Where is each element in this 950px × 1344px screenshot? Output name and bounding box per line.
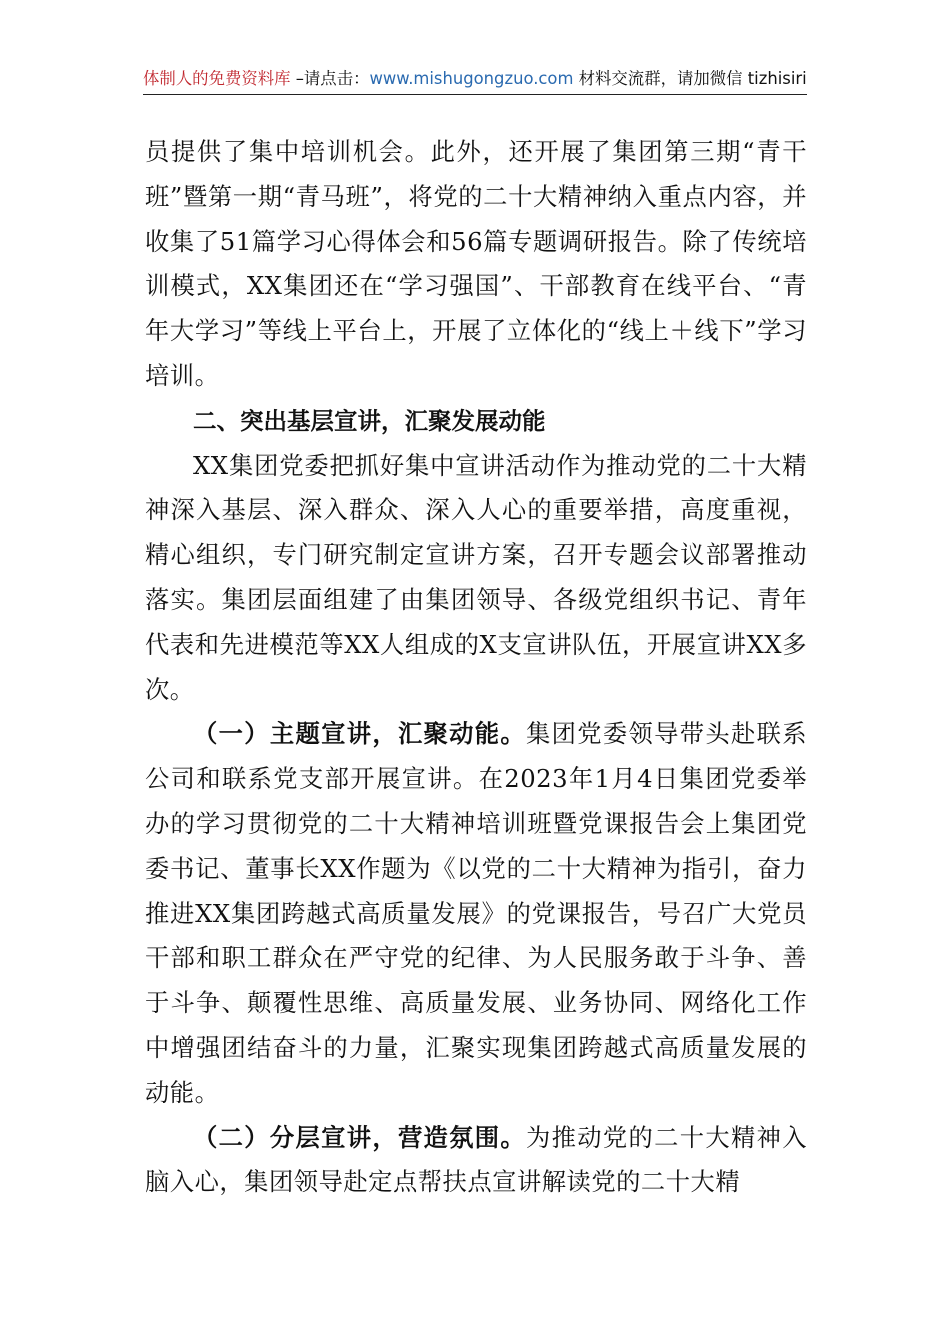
subsection-2-title: （二）分层宣讲，营造氛围。 [193,1122,527,1152]
paragraph-subsection-2 [145,1116,807,1206]
paragraph-subsection-1 [145,712,807,1115]
header-note: 材料交流群，请加微信 tizhisiri [573,69,807,88]
header-link[interactable]: www.mishugongzuo.com [369,69,574,88]
section-heading: 二、突出基层宣讲，汇聚发展动能 [193,406,546,435]
document-body [145,130,807,1205]
header-brand: 体制人的免费资料库 [143,69,291,88]
header-prompt: –请点击： [290,69,370,88]
page-header [143,66,807,95]
subsection-1-title: （一）主题宣讲，汇聚动能。 [193,719,527,749]
paragraph-section-intro: XX集团党委把抓好集中宣讲活动作为推动党的二十大精神深入基层、深入群众、深入人心的重要举措，高度重视，精心组织，专门研究制定宣讲方案，召开专题会议部署推动落实。集团层面组建了由集团领导、各级党组织书记、青年代表和先进模范等XX人组成的X支宣讲队伍，开展宣讲XX多次。 [145,450,807,704]
subsection-1-text: 集团党委领导带头赴联系公司和联系党支部开展宣讲。在2023年1月4日集团党委举办的学习贯彻党的二十大精神培训班暨党课报告会上集团党委书记、董事长XX作题为《以党的二十大精神为指引，奋力推进XX集团跨越式高质量发展》的党课报告，号召广大党员干部和职工群众在严守党的纪律、为人民服务敢于斗争、善于斗争、颠覆性思维、高质量发展、业务协同、网络化工作中增强团结奋斗的力量，汇聚实现集团跨越式高质量发展的动能。 [145,719,808,1107]
paragraph-continued: 员提供了集中培训机会。此外，还开展了集团第三期“青干班”暨第一期“青马班”，将党的二十大精神纳入重点内容，并收集了51篇学习心得体会和56篇专题调研报告。除了传统培训模式，XX集团还在“学习强国”、干部教育在线平台、“青年大学习”等线上平台上，开展了立体化的“线上＋线下”学习培训。 [145,137,807,390]
subsection-2-text: 为推动党的二十大精神入脑入心，集团领导赴定点帮扶点宣讲解读党的二十大精 [145,1122,808,1197]
